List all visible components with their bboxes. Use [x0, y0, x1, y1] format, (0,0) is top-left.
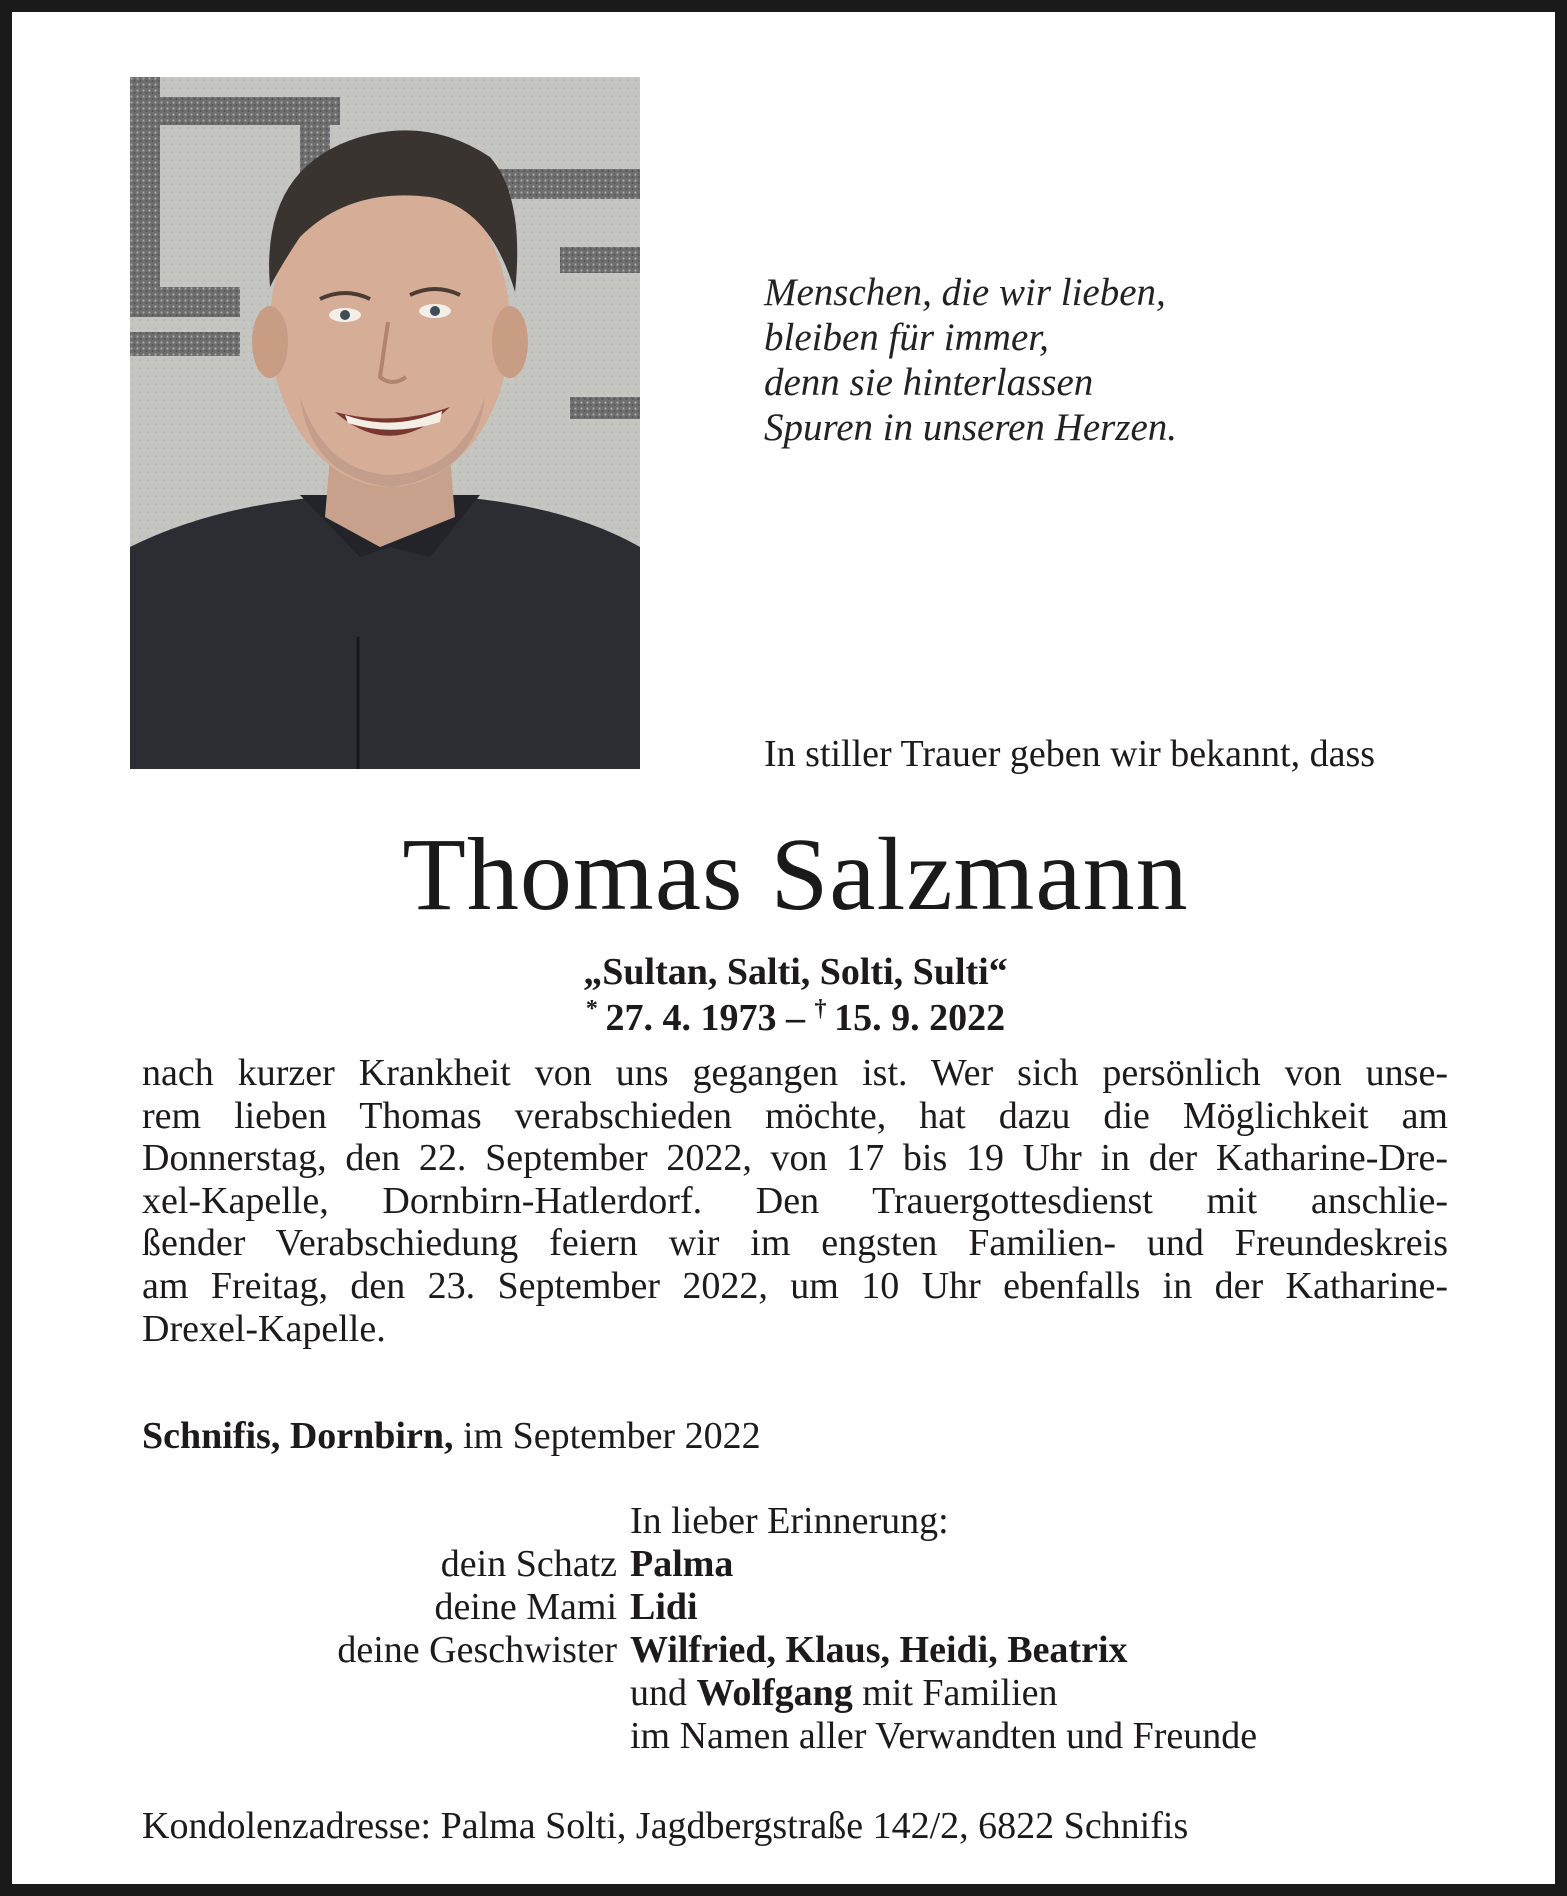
- place-names: Schnifis, Dornbirn,: [142, 1415, 454, 1457]
- mourner-names: Palma: [630, 1543, 734, 1585]
- mourner-relation: deine Geschwister: [337, 1629, 617, 1671]
- mourners-closing: im Namen aller Verwandten und Freunde: [630, 1715, 1258, 1757]
- birth-date: 27. 4. 1973: [605, 997, 777, 1039]
- mourner-names: Lidi: [630, 1586, 698, 1628]
- mourner-names: Wilfried, Klaus, Heidi, Beatrix: [630, 1629, 1128, 1671]
- poem-line: Menschen, die wir lieben,: [764, 271, 1166, 314]
- body-line: xel-Kapelle, Dornbirn-Hatlerdorf. Den Trauergottesdienst mit anschlie-: [142, 1179, 1448, 1222]
- mourner-relation: deine Mami: [434, 1586, 617, 1628]
- mourner-names: Wolfgang: [696, 1672, 853, 1714]
- and-suffix: mit Familien: [852, 1672, 1058, 1714]
- poem-line: Spuren in unseren Herzen.: [764, 406, 1178, 449]
- mourners-block: [12, 1500, 1567, 1758]
- and-prefix: und: [630, 1672, 697, 1714]
- obituary-body: [142, 1052, 1448, 1350]
- poem-line: denn sie hinterlassen: [764, 361, 1094, 404]
- body-line: Donnerstag, den 22. September 2022, von 17 bis 19 Uhr in der Katharine-Dre-: [142, 1137, 1448, 1180]
- birth-symbol: *: [585, 996, 598, 1022]
- death-date: 15. 9. 2022: [834, 997, 1006, 1039]
- portrait-photo: [130, 77, 640, 769]
- place-date: im September 2022: [453, 1415, 761, 1457]
- body-line: am Freitag, den 23. September 2022, um 10 Uhr ebenfalls in der Katharine-: [142, 1264, 1448, 1307]
- mourner-row: [12, 1543, 1567, 1586]
- body-line: ßender Verabschiedung feiern wir im engsten Familien- und Freundeskreis: [142, 1222, 1448, 1265]
- mourner-row: [12, 1629, 1567, 1672]
- announcement-line: In stiller Trauer geben wir bekannt, dass: [764, 733, 1376, 775]
- condolence-address: Kondolenzadresse: Palma Solti, Jagdbergstraße 142/2, 6822 Schnifis: [142, 1805, 1189, 1847]
- place-date-line: [142, 1412, 761, 1460]
- body-line: Drexel-Kapelle.: [142, 1307, 386, 1350]
- poem-line: bleiben für immer,: [764, 316, 1049, 359]
- body-line: rem lieben Thomas verabschieden möchte, hat dazu die Möglichkeit am: [142, 1094, 1448, 1137]
- death-symbol: †: [814, 996, 827, 1022]
- deceased-nicknames: „Sultan, Salti, Solti, Sulti“: [583, 951, 1008, 993]
- deceased-name: Thomas Salzmann: [402, 817, 1189, 932]
- body-line: nach kurzer Krankheit von uns gegangen ist. Wer sich persönlich von unse-: [142, 1052, 1448, 1094]
- date-separator: –: [776, 997, 815, 1039]
- mourner-relation: dein Schatz: [440, 1543, 617, 1585]
- mourners-heading: In lieber Erinnerung:: [630, 1500, 949, 1542]
- mourner-row: [12, 1586, 1567, 1629]
- mourner-row: [12, 1672, 1567, 1715]
- poem: [764, 270, 1177, 450]
- life-dates: [12, 995, 1567, 1041]
